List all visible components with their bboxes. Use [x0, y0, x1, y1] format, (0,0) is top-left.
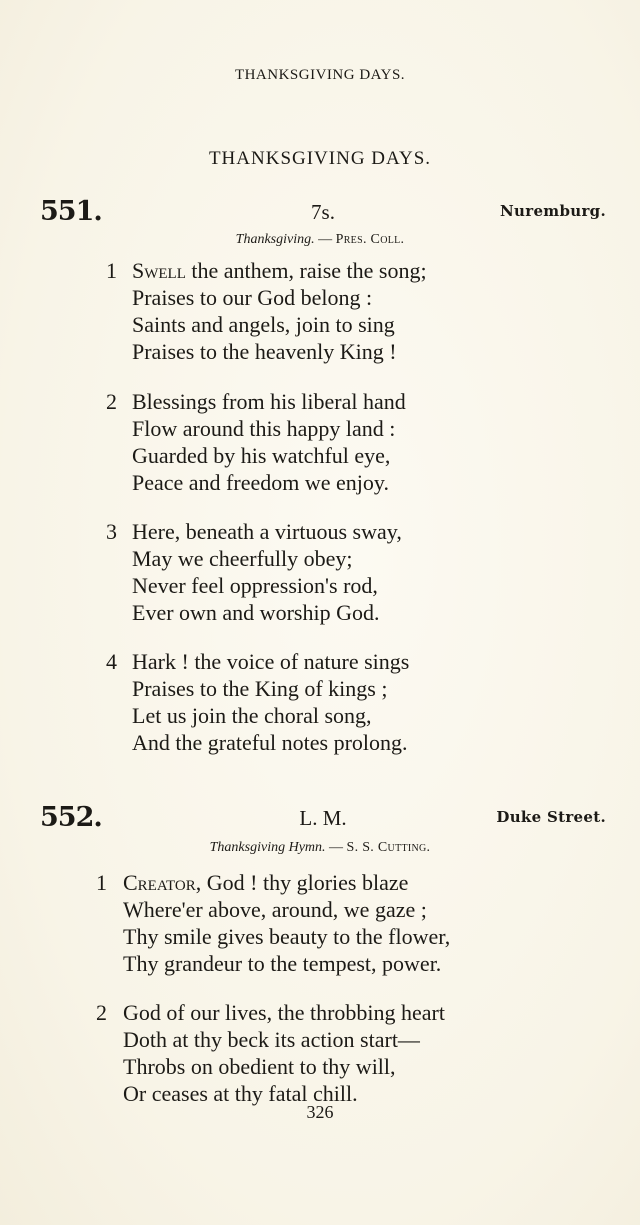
stanza-first-line — [106, 648, 409, 675]
hymn-tune: Nuremburg. — [500, 202, 606, 220]
stanza-number: 1 — [106, 258, 117, 283]
attribution-author: S. S. Cutting. — [346, 840, 431, 855]
first-word: Blessings — [132, 389, 217, 414]
hymn-tune: Duke Street. — [496, 808, 606, 826]
stanza-number: 3 — [106, 519, 117, 544]
stanza-number: 1 — [96, 870, 107, 895]
hymn-attribution — [0, 840, 640, 856]
verse-line: And the grateful notes prolong. — [132, 730, 408, 755]
stanza-first-line — [106, 388, 406, 415]
section-title: THANKSGIVING DAYS. — [208, 148, 432, 169]
verse-line: Guarded by his watchful eye, — [132, 443, 391, 468]
first-word: God — [123, 1000, 161, 1025]
verse-line: Praises to the King of kings ; — [132, 676, 388, 701]
attribution-separator: — — [329, 840, 344, 855]
verse-line: Let us join the choral song, — [132, 703, 372, 728]
verse-line: Praises to the heavenly King ! — [132, 339, 397, 364]
first-word: Hark ! — [132, 649, 189, 674]
verse-line: Where'er above, around, we gaze ; — [123, 897, 427, 922]
verse-line: Peace and freedom we enjoy. — [132, 470, 389, 495]
stanza — [106, 388, 406, 496]
stanza — [106, 648, 409, 756]
stanza-first-line — [106, 257, 427, 284]
verse-line: Thy smile gives beauty to the flower, — [123, 924, 451, 949]
stanza-first-line — [96, 999, 445, 1026]
hymn-header — [40, 802, 606, 834]
verse-line: Saints and angels, join to sing — [132, 312, 395, 337]
verse-line: Praises to our God belong : — [132, 285, 373, 310]
stanza — [96, 999, 445, 1107]
verse-line: May we cheerfully obey; — [132, 546, 353, 571]
hymn-number: 551. — [40, 196, 102, 227]
attribution-separator: — — [318, 232, 333, 247]
first-line-rest: from his liberal hand — [216, 389, 406, 414]
first-word: Swell — [132, 258, 186, 283]
running-head: THANKSGIVING DAYS. — [234, 67, 406, 83]
stanza-first-line — [106, 518, 402, 545]
hymn-meter: L. M. — [299, 806, 347, 830]
first-line-rest: beneath a virtuous sway, — [180, 519, 402, 544]
stanza — [96, 869, 450, 977]
stanza-number: 2 — [96, 1000, 107, 1025]
hymn-attribution — [0, 232, 640, 248]
stanza-number: 2 — [106, 389, 117, 414]
hymn-meter: 7s. — [311, 200, 335, 224]
first-word: Creator, — [123, 870, 202, 895]
attribution-author: Pres. Coll. — [335, 232, 405, 247]
verse-line: Thy grandeur to the tempest, power. — [123, 951, 442, 976]
hymn-number: 552. — [40, 802, 102, 833]
first-line-rest: of our lives, the throbbing heart — [160, 1000, 445, 1025]
attribution-title: Thanksgiving. — [235, 232, 315, 247]
stanza — [106, 257, 427, 365]
stanza — [106, 518, 402, 626]
first-line-rest: the voice of nature sings — [188, 649, 410, 674]
stanza-first-line — [96, 869, 450, 896]
attribution-title: Thanksgiving Hymn. — [209, 840, 326, 855]
first-word: Here, — [132, 519, 181, 544]
hymn-header — [40, 196, 606, 228]
verse-line: Or ceases at thy fatal chill. — [123, 1081, 358, 1106]
stanza-number: 4 — [106, 649, 117, 674]
verse-line: Throbs on obedient to thy will, — [123, 1054, 396, 1079]
first-line-rest: the anthem, raise the song; — [185, 258, 427, 283]
page-number: 326 — [306, 1102, 334, 1122]
verse-line: Doth at thy beck its action start— — [123, 1027, 420, 1052]
first-line-rest: God ! thy glories blaze — [201, 870, 409, 895]
verse-line: Never feel oppression's rod, — [132, 573, 378, 598]
verse-line: Ever own and worship God. — [132, 600, 380, 625]
verse-line: Flow around this happy land : — [132, 416, 396, 441]
